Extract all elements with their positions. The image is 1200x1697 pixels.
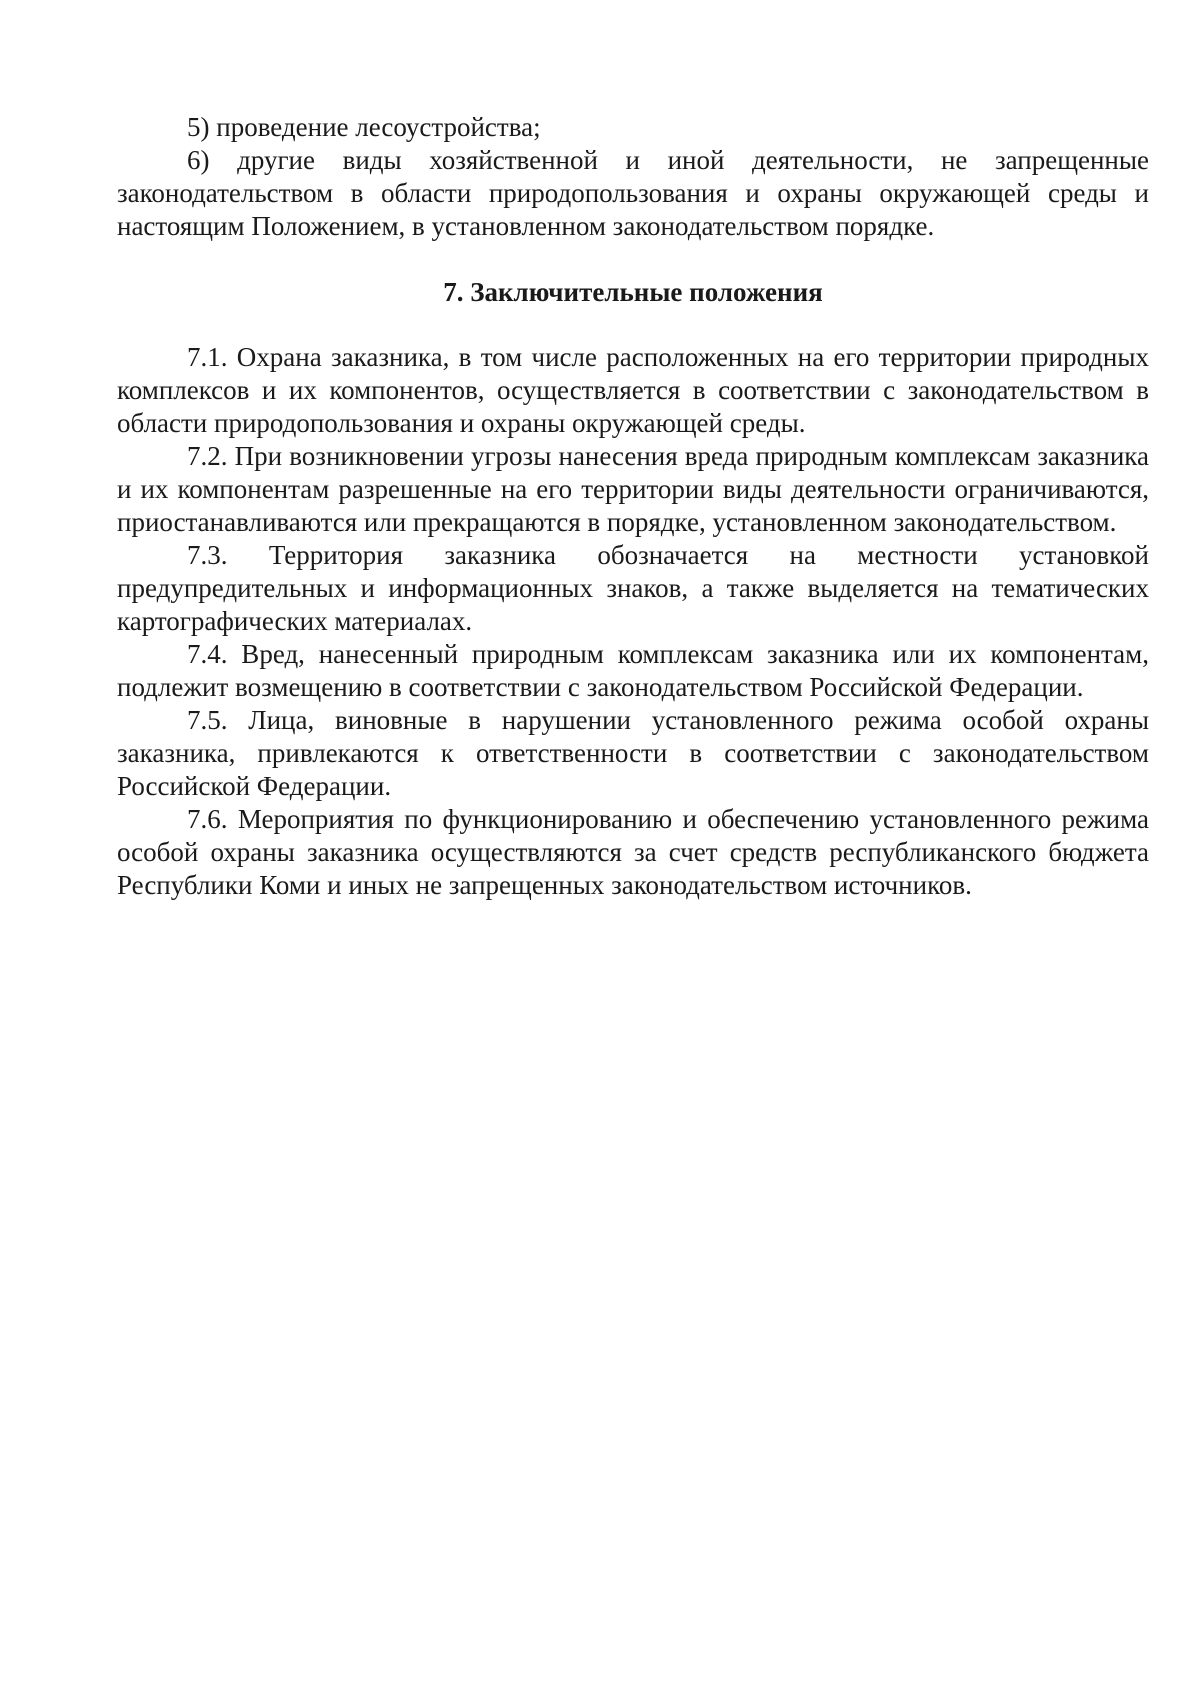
clause-7-6: 7.6. Мероприятия по функционированию и обеспечению установленного режима особой охраны заказника осуществляются за счет средств республиканского бюджета Республики Коми и иных не запрещенных законодательством источников.	[117, 804, 1149, 900]
clause-7-5: 7.5. Лица, виновные в нарушении установленного режима особой охраны заказника, привлекаются к ответственности в соответствии с законодательством Российской Федерации.	[117, 705, 1149, 801]
clause-7-2: 7.2. При возникновении угрозы нанесения вреда природным комплексам заказника и их компонентам разрешенные на его территории виды деятельности ограничиваются, приостанавливаются или прекращаются в порядке, установленном законодательством.	[117, 441, 1149, 537]
document-page	[117, 111, 1149, 902]
clause-7-4: 7.4. Вред, нанесенный природным комплексам заказника или их компонентам, подлежит возмещению в соответствии с законодательством Российской Федерации.	[117, 639, 1149, 702]
clause-7-3: 7.3. Территория заказника обозначается на местности установкой предупредительных и информационных знаков, а также выделяется на тематических картографических материалах.	[117, 540, 1149, 636]
section-heading: 7. Заключительные положения	[443, 277, 823, 307]
list-item-5: 5) проведение лесоустройства;	[187, 112, 541, 142]
clause-7-1: 7.1. Охрана заказника, в том числе расположенных на его территории природных комплексов и их компонентов, осуществляется в соответствии с законодательством в области природопользования и охраны окружающей среды.	[117, 342, 1149, 438]
list-item-6: 6) другие виды хозяйственной и иной деятельности, не запрещенные законодательством в области природопользования и охраны окружающей среды и настоящим Положением, в установленном законодательством порядке.	[117, 145, 1149, 241]
